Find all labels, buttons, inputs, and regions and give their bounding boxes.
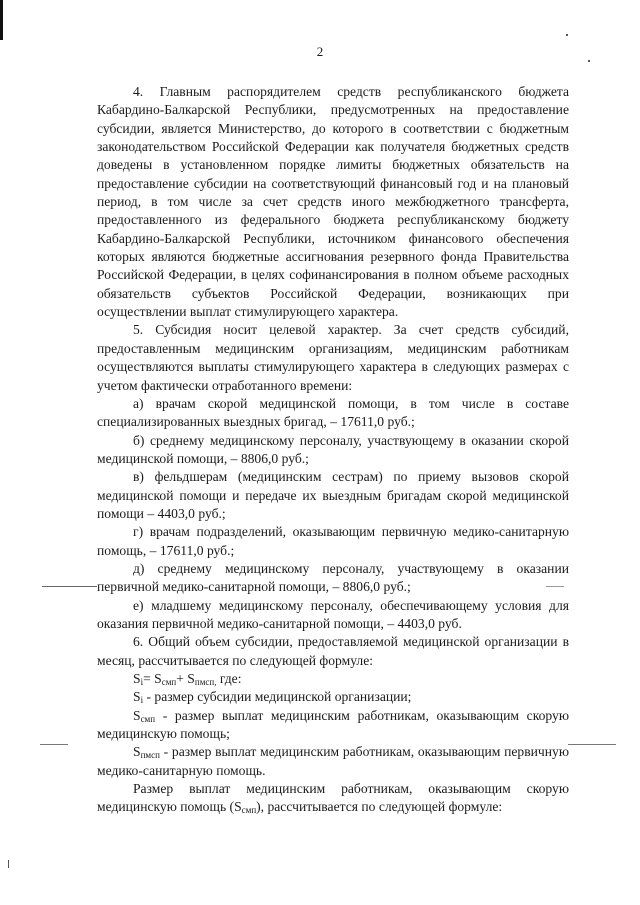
definition-text: - размер выплат медицинским работникам, оказывающим скорую медицинскую помощь; <box>97 707 569 742</box>
subsidy-formula <box>97 670 569 688</box>
definition-symbol: S <box>133 689 141 705</box>
definition-text: - размер выплат медицинским работникам, оказывающим первичную медико-санитарную помощь. <box>97 744 569 778</box>
scan-artifact-dot <box>8 860 9 868</box>
definition-text: - размер субсидии медицинской организации; <box>143 689 412 705</box>
paragraph-5: 5. Субсидия носит целевой характер. За счет средств субсидий, предоставленным медицинским организациям, медицинским работникам осуществляются выплаты стимулирующего характера в следующих размерах с учетом фактически отработанного времени: <box>97 322 569 393</box>
paragraph-4: 4. Главным распорядителем средств республиканского бюджета Кабардино-Балкарской Республики, предусмотренных на предоставление субсидии, является Министерство, до которого в соответствии с бюджетным законодательством Российской Федерации как получателя бюджетных средств доведены в установленном порядке лимиты бюджетных обязательств на предоставление субсидии на соответствующий финансовый год и на плановый период, в том числе за счет средств иного межбюджетного трансферта, предоставленного из федерального бюджета республиканскому бюджету Кабардино-Балкарской Республики, источником финансового обеспечения которых являются бюджетные ассигнования резервного фонда Правительства Российской Федерации, в целях софинансирования в полном объеме расходных обязательств субъектов Российской Федерации, возникающих при осуществлении выплат стимулирующего характера. <box>97 84 569 320</box>
scan-artifact-line <box>42 586 97 587</box>
formula-text: = S <box>143 671 162 686</box>
definition-si <box>97 688 569 706</box>
scan-artifact-dot <box>588 60 590 62</box>
list-item-b: б) среднему медицинскому персоналу, участвующему в оказании скорой медицинской помощи, – 8806,0 руб.; <box>97 432 569 466</box>
definition-subscript: i <box>140 695 144 706</box>
paragraph-text: Размер выплат медицинским работникам, оказывающим скорую медицинскую помощь (S <box>97 781 569 815</box>
scan-artifact-line <box>568 744 616 745</box>
paragraph-text: ), рассчитывается по следующей формуле: <box>256 799 503 815</box>
paragraph-last <box>97 780 569 817</box>
scan-artifact-dot <box>566 34 568 36</box>
definition-spmsp <box>97 743 569 780</box>
formula-text: + S <box>176 671 195 686</box>
list-item-g: г) врачам подразделений, оказывающим первичную медико-санитарную помощь, – 17611,0 руб.; <box>97 524 569 558</box>
definition-symbol: S <box>133 707 141 723</box>
document-body <box>97 83 569 817</box>
scan-edge-mark <box>0 0 3 40</box>
list-item-a: а) врачам скорой медицинской помощи, в том числе в составе специализированных выездных бригад, – 17611,0 руб.; <box>97 395 569 430</box>
formula-symbol: S <box>133 671 141 686</box>
formula-subscript: смп <box>161 677 177 687</box>
formula-subscript: i <box>140 677 144 687</box>
paragraph-subscript: смп <box>241 805 257 816</box>
definition-subscript: пмсп <box>140 750 160 761</box>
paragraph-6: 6. Общий объем субсидии, предоставляемой медицинской организации в месяц, рассчитывается по следующей формуле: <box>97 634 569 668</box>
page-number: 2 <box>316 44 324 59</box>
list-item-e: е) младшему медицинскому персоналу, обеспечивающему условия для оказания первичной медико-санитарной помощи, – 4403,0 руб. <box>97 597 569 631</box>
scan-artifact-line <box>40 744 68 745</box>
definition-subscript: смп <box>140 713 156 724</box>
formula-subscript: пмсп, <box>194 677 217 687</box>
list-item-d: д) среднему медицинскому персоналу, участвующему в оказании первичной медико-санитарной помощи, – 8806,0 руб.; <box>97 560 569 595</box>
definition-symbol: S <box>133 744 141 760</box>
list-item-v: в) фельдшерам (медицинским сестрам) по приему вызовов скорой медицинской помощи и передаче их выездным бригадам скорой медицинской помощи – 4403,0 руб.; <box>97 469 569 521</box>
formula-text: где: <box>216 671 242 686</box>
definition-ssmp <box>97 707 569 744</box>
